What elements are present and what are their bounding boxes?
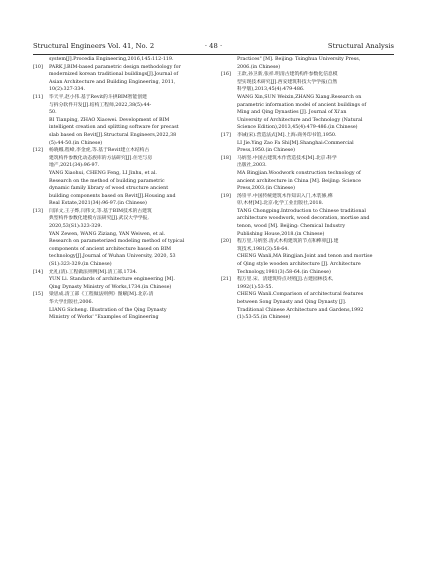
reference-line: University of Architecture and Technology (Natural — [237, 117, 363, 123]
reference-line: (S1):323-329.(in Chinese) — [49, 262, 112, 268]
reference-line: Practices" [M]. Beijing: Tsinghua University Press, — [237, 57, 361, 62]
reference-line: WANG Xin,SUN Weixin,ZHANG Xiang.Research on — [237, 94, 362, 100]
reference-number: [11] — [33, 94, 43, 100]
reference-line: 允礼(清).工程做法则例[M].清工部,1734. — [49, 269, 138, 275]
reference-line: of Qing style wooden architecture [J]. Architecture — [237, 262, 361, 268]
reference-line: 梁思成.清工部《工程做法则例》图解[M].北京:清 — [49, 292, 154, 298]
reference-line: 1992(1):53-55. — [237, 284, 273, 290]
reference-line: 李诫(宋).营造法式[M].上海:商务印书馆,1950. — [237, 132, 337, 138]
reference-entry — [221, 238, 395, 276]
journal-title: Structural Engineers Vol. 41, No. 2 — [33, 42, 155, 50]
reference-line: Traditional Chinese Architecture and Gardens,1992 — [237, 307, 364, 313]
reference-number: [17] — [221, 132, 231, 138]
reference-line: modernized korean traditional buildings[J].Journal of — [49, 72, 179, 78]
reference-line: Asian Architecture and Building Engineering, 2011, — [49, 79, 176, 85]
reference-line: 程万里.宋、清建筑特点对照[J].古建园林技术, — [237, 277, 334, 283]
reference-line: Science Edition),2013,45(4):479-486.(in Chinese) — [237, 125, 358, 131]
reference-line: 程万里,马炳坚.清式木构建筑的节点和榫卯[J].建 — [237, 239, 339, 245]
reference-line: LIANG Sicheng. Illustration of the Qing Dynasty — [49, 307, 167, 313]
reference-line: 杨晓娜,程峰,李金虎,等.基于Revit建立木结构古 — [49, 148, 150, 154]
reference-line: 10(2):327-334. — [49, 87, 85, 93]
reference-line: YAN Zewen, WANG Ziziang, YAN Weiwen, et al. — [49, 231, 166, 237]
reference-line: 科学版),2013,45(4):479-486. — [237, 87, 305, 93]
reference-line: BI Tianping, ZHAO Xiaowei. Development of BIM — [49, 117, 170, 123]
reference-line: between Song Dynasty and Qing Dynasty [J]. — [237, 300, 347, 305]
reference-entry — [221, 71, 395, 132]
reference-entry — [33, 208, 207, 269]
reference-entry — [33, 94, 207, 147]
reference-number: [13] — [33, 208, 43, 214]
reference-entry — [33, 269, 207, 292]
reference-continuation — [33, 56, 207, 64]
reference-line: TANG Chongping.Introduction to Chinese traditional — [237, 208, 366, 214]
reference-line: 毕天平,赵小伟.基于Revit的斗拱BIM智能创建 — [49, 94, 147, 100]
reference-line: 典型构件参数化建模方法研究[J].武汉大学学报, — [49, 216, 149, 222]
reference-line: Ming and Qing Dynasties [J]. Journal of Xi'an — [237, 110, 347, 116]
reference-line: intelligent creation and splitting software for precast — [49, 125, 179, 131]
header-rule — [33, 54, 394, 55]
reference-line: dynamic family library of wood structure ancient — [49, 186, 169, 192]
reference-line: 50. — [49, 110, 57, 116]
reference-line: architecture woodwork, wood decoration, mortise and — [237, 216, 370, 222]
reference-line: technology[J].Journal of Wuhan University, 2020, 53 — [49, 254, 176, 260]
reference-number: [21] — [221, 277, 231, 283]
reference-entry — [33, 64, 207, 94]
reference-number: [16] — [221, 72, 231, 78]
reference-continuation — [221, 56, 395, 71]
reference-line: Qing Dynasty Ministry of Works,1734.(in Chinese) — [49, 284, 172, 290]
page-number: · 48 · — [204, 42, 223, 50]
reference-entry — [33, 291, 207, 321]
reference-line: Real Estate,2021(34):96-97.(in Chinese) — [49, 201, 147, 207]
reference-line: 型实现技术研究[J].西安建筑科技大学学报(自然 — [237, 79, 338, 85]
reference-line: (5):44-50.(in Chinese) — [49, 140, 103, 146]
reference-line: components of ancient architecture based on BIM — [49, 246, 172, 252]
reference-line: tenon, wood [M]. Beijing: Chemical Industry — [237, 224, 346, 230]
reference-line: Press,2003.(in Chinese) — [237, 186, 295, 192]
reference-line: YANG Xiaohui, CHENG Feng, LI Jinhu, et al. — [49, 170, 157, 176]
reference-line: PARK J.BIM-based parametric design methodology for — [49, 64, 181, 70]
reference-line: 建筑构件参数化动态族库的方法研究[J].住宅与房 — [49, 155, 153, 161]
reference-line: LI Jie.Ying Zao Fa Shi[M].Shanghai:Commercial — [237, 140, 354, 146]
reference-number: [19] — [221, 193, 231, 199]
reference-line: 筑技术,1981(3):58-64. — [237, 246, 289, 252]
reference-number: [10] — [33, 64, 43, 70]
reference-line: 马炳坚.中国古建筑木作营造技术[M].北京:科学 — [237, 155, 337, 161]
reference-line: building components based on Revit[J].Housing and — [49, 193, 176, 199]
reference-line: 闫泽文,王子烨,闫伟文,等.基于BIM技术的古建筑 — [49, 208, 152, 214]
reference-line: parametric information model of ancient buildings of — [237, 102, 367, 108]
reference-number: [12] — [33, 148, 43, 154]
reference-number: [20] — [221, 239, 231, 245]
reference-line: Publishing House,2018.(in Chinese) — [237, 231, 325, 237]
reference-line: Research on parameterized modeling method of typical — [49, 239, 185, 245]
reference-line: 出版社,2003. — [237, 163, 267, 169]
section-title: Structural Analysis — [327, 42, 394, 50]
reference-line: YUN Li. Standards of architecture engineering [M]. — [49, 277, 175, 283]
reference-entry — [221, 155, 395, 193]
reference-entry — [221, 276, 395, 322]
reference-entry — [221, 132, 395, 155]
reference-line: 与拆分软件开发[J].结构工程师,2022,38(5):44- — [49, 102, 152, 108]
reference-line: Technology,1981(3):58-64.(in Chinese) — [237, 269, 331, 275]
reference-line: (1):53-55.(in Chinese) — [237, 315, 291, 321]
reference-line: 2006.(in Chinese) — [237, 64, 281, 70]
reference-line: 卯,木材[M].北京:化学工业出版社,2018. — [237, 201, 324, 207]
reference-line: Press,1950.(in Chinese) — [237, 148, 295, 154]
reference-line: 地产,2021(34):96-97. — [49, 163, 100, 169]
reference-line: 王歆,孙卫新,张祥.明清古建筑构件参数化信息模 — [237, 72, 338, 78]
reference-line: system[J].Procedia Engineering,2016,145:112-119. — [49, 57, 174, 62]
reference-number: [18] — [221, 155, 231, 161]
reference-line: 华大学出版社,2006. — [49, 300, 94, 305]
reference-line: CHENG Wanli.Comparison of architectural features — [237, 292, 364, 298]
reference-line: MA Bingjian.Woodwork construction technology of — [237, 170, 361, 176]
reference-line: CHENG Wanli,MA Bingjian.Joint and tenon and mortise — [237, 254, 373, 260]
reference-line: 2020,53(S1):323-329. — [49, 224, 102, 230]
reference-number: [15] — [33, 292, 43, 298]
page-header — [33, 40, 394, 52]
reference-column-left — [33, 56, 207, 322]
reference-entry — [33, 147, 207, 208]
reference-number: [14] — [33, 269, 43, 275]
reference-line: Ministry of Works' "Examples of Engineering — [49, 315, 159, 321]
reference-line: ancient architecture in China [M]. Beijing: Science — [237, 178, 361, 184]
reference-line: Research on the method of building parametric — [49, 178, 165, 184]
reference-column-right — [221, 56, 395, 322]
reference-line: slab based on Revit[J].Structural Engineers,2022,38 — [49, 132, 177, 138]
reference-line: 汤崇平.中国传统建筑木作知识入门,木装修,榫 — [237, 193, 333, 199]
reference-entry — [221, 193, 395, 239]
